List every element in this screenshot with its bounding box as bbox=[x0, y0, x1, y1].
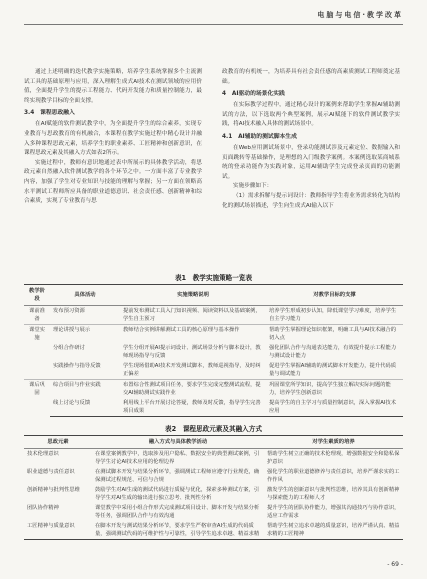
table-cell: 在测试脚本开发与结果分析环节，强调测试工程师应遵守行业规范，确保测试过程规范、可信与合规 bbox=[95, 469, 260, 483]
header-rule bbox=[24, 24, 403, 25]
table-cell: 强化学生的职业道德修养与责任意识，培养严谨求实的工作作风 bbox=[267, 469, 400, 483]
paragraph: 在实际教学过程中，通过精心设计的案例来帮助学生掌握AI辅助测试的方法，以下选取两个典型案例，展示AI赋能下的软件测试教学实践，将AI技术融入具体的测试场景中。 bbox=[222, 102, 400, 128]
column-header: 思政元素 bbox=[24, 436, 92, 449]
section-heading: 3.4 课程思政融入 bbox=[24, 110, 75, 117]
column-header: 实施策略说明 bbox=[120, 285, 266, 306]
table-cell: 帮助学生掌握理论知识框架，明确工具与AI技术融合的切入点 bbox=[266, 325, 403, 344]
stage-cell: 课前准备 bbox=[24, 306, 50, 325]
paragraph: 政教育的有机统一，为培养具有社会责任感的高素质测试工程师奠定基础。 bbox=[222, 69, 400, 85]
paragraph: 在AI赋能的软件测试教学中，为全面提升学生的综合素养，实现专业教育与思政教育的有机融合，本课程在教学实施过程中精心设计并融入多种课程思政元素，培养学生的职业素养、工匠精神和创新意识，在课程思政元素及其融入方式如表2所示。 bbox=[24, 121, 202, 157]
table-row bbox=[24, 398, 403, 417]
table-cell: 发布预习资源 bbox=[50, 306, 120, 325]
table-cell: 激发学生的创新意识与批判性思维，培养其具有创新精神与探索能力的工程师人才 bbox=[267, 487, 400, 501]
table-cell: 布置综合性测试项目任务，要求学生完成完整测试流程，提交AI辅助测试实践作业 bbox=[120, 380, 266, 399]
paragraph: （1）需求拆解与提示词设计：教师指导学生将业务需求转化为结构化的测试场景描述，学生向生成式AI输入以下 bbox=[222, 192, 400, 209]
subsection-heading: 4.1 AI辅助的测试脚本生成 bbox=[222, 133, 297, 140]
column-header: 对教学目标的支撑 bbox=[266, 285, 403, 306]
table-cell: 促进学生掌握AI辅助的测试脚本开发能力，提升代码质量与调试能力 bbox=[269, 363, 397, 377]
table-cell: 教师结合实例讲解测试工具的核心原理与基本操作 bbox=[120, 325, 266, 344]
table-cell: 综合项目与作业实践 bbox=[50, 380, 120, 399]
stage-cell: 课后巩固 bbox=[24, 380, 50, 417]
table-cell: 技术伦理意识 bbox=[24, 449, 92, 468]
table-cell: 强化团队合作与沟通表达能力，有效提升提示工程能力与测试设计能力 bbox=[269, 345, 397, 359]
table-cell: 课堂教学中采用小组合作形式完成测试项目设计、脚本开发与结果分析等任务，强调团队合作与有效沟通 bbox=[95, 505, 260, 519]
table-cell: 鼓励学生对AI生成的测试代码进行质疑与优化，探索多种测试方案，引导学生对AI生成的输出进行独立思考、批判性分析 bbox=[95, 487, 260, 501]
table-cell: 实践操作与指导反馈 bbox=[53, 363, 101, 369]
page-number: - 69 - bbox=[387, 561, 403, 568]
table-row bbox=[24, 343, 403, 361]
table-row bbox=[24, 325, 403, 344]
table2-caption: 表2 课程思政元素及其融入方式 bbox=[165, 425, 262, 433]
table-cell: 团队协作精神 bbox=[27, 505, 59, 511]
table-cell: 分组合作研讨 bbox=[53, 345, 85, 351]
table-row bbox=[24, 485, 403, 503]
paragraph: 实施过程中，教师有意识地通过表中所展示的具体教学活动，将思政元素自然融入软件测试教学的各个环节之中。一方面丰富了专业教学内容，加强了学生对专业知识与技能的理解与掌握；另一方面在领略高水平测试工程师所应具备的职业道德意识、社会责任感、创新精神和综合素质，实现了专业教育与思 bbox=[24, 159, 202, 205]
table-header-row bbox=[24, 285, 403, 306]
table-cell: 巩固课堂所学知识，提高学生独立解决实际问题的能力，培养学生创新意识 bbox=[266, 380, 403, 399]
table-row bbox=[24, 503, 403, 521]
stage-cell: 课堂实施 bbox=[24, 325, 50, 380]
section-heading: 4 AI驱动的场景化实践 bbox=[222, 91, 285, 98]
table-row bbox=[24, 361, 403, 380]
table-cell: 职业道德与责任意识 bbox=[27, 469, 75, 475]
table-cell: 帮助学生树立追求卓越的质量意识，培养严谨认真、精益求精的工匠精神 bbox=[264, 521, 403, 540]
table-row bbox=[24, 467, 403, 485]
left-column bbox=[24, 68, 202, 207]
table-cell: 学生现场借助AI技术开发测试脚本，教师巡视指导，及时纠正偏差 bbox=[123, 363, 261, 377]
table-cell: 提高学生的自主学习与质量控制意识，深入掌握AI技术应用 bbox=[266, 398, 403, 417]
right-column bbox=[222, 68, 400, 211]
table-cell: 帮助学生树立正确的技术伦理观，增强数据安全和隐私保护意识 bbox=[264, 449, 403, 468]
table-cell: 创新精神与批判性思维 bbox=[27, 487, 80, 493]
table-cell: 提前发布测试工具入门知识视频、阅读资料以及基础案例，学生自主预习 bbox=[120, 306, 266, 325]
teaching-strategy-table bbox=[24, 284, 403, 417]
table-cell: 在脚本开发与测试结果分析环节，要求学生严格审查AI生成的代码质量，强调测试代码的可维护性与可靠性，引导学生追求卓越、精益求精 bbox=[92, 521, 264, 540]
table-cell: 工匠精神与质量意识 bbox=[24, 521, 92, 540]
table-header-row bbox=[24, 436, 403, 449]
table-row bbox=[24, 306, 403, 325]
table-cell: 学生分组开展AI提示词设计、测试场景分析与脚本设计，教师现场指导与反馈 bbox=[123, 345, 261, 359]
column-header: 融入方式与具体教学活动 bbox=[92, 436, 264, 449]
table-row bbox=[24, 521, 403, 540]
table-cell: 线上讨论与反馈 bbox=[50, 398, 120, 417]
paragraph: 通过上述明确的迭代教学实施策略，培养学生系统掌握多个主流测试工具的基础原理与应用，深入理解生成式AI技术在测试领域的应用价值，全面提升学生的提示工程能力、代码开发能力和质量控制能力，最终实现教学目标的全面支撑。 bbox=[24, 69, 202, 104]
table-cell: 提升学生的团队协作能力，增强其沟通技巧与协作意识，适应工作需求 bbox=[267, 505, 400, 519]
ideology-elements-table bbox=[24, 435, 403, 540]
paragraph: 在Web应用测试场景中，登录功能测试涉及元素定位、数据输入和页面跳转等基础操作，是理想的入门级教学案例。本案例选取某商城系统的登录功能作为实践对象，运用AI辅助学生完成登录页面的功能测试。 bbox=[222, 144, 400, 180]
column-header: 对学生素质的培养 bbox=[264, 436, 403, 449]
table-cell: 利用线上平台开展讨论答疑，教师及时反馈，指导学生完善项目成果 bbox=[120, 398, 266, 417]
column-header: 教学阶段 bbox=[24, 285, 50, 306]
table-cell: 在课堂案例教学中，选取涉及用户隐私、数据安全的典型测试案例，引导学生讨论AI技术应用的伦理边界 bbox=[92, 449, 264, 468]
table-cell: 理论讲授与展示 bbox=[50, 325, 120, 344]
table-cell: 培养学生形成初步认知，降低课堂学习难度，培养学生自主学习能力 bbox=[266, 306, 403, 325]
journal-header: 电脑与电信·教学改革 bbox=[317, 11, 403, 19]
column-header: 具体活动 bbox=[50, 285, 120, 306]
table-row bbox=[24, 380, 403, 399]
table1-caption: 表1 教学实施策略一览表 bbox=[174, 274, 253, 282]
table-row bbox=[24, 449, 403, 468]
paragraph: 实施步骤如下： bbox=[233, 183, 273, 190]
